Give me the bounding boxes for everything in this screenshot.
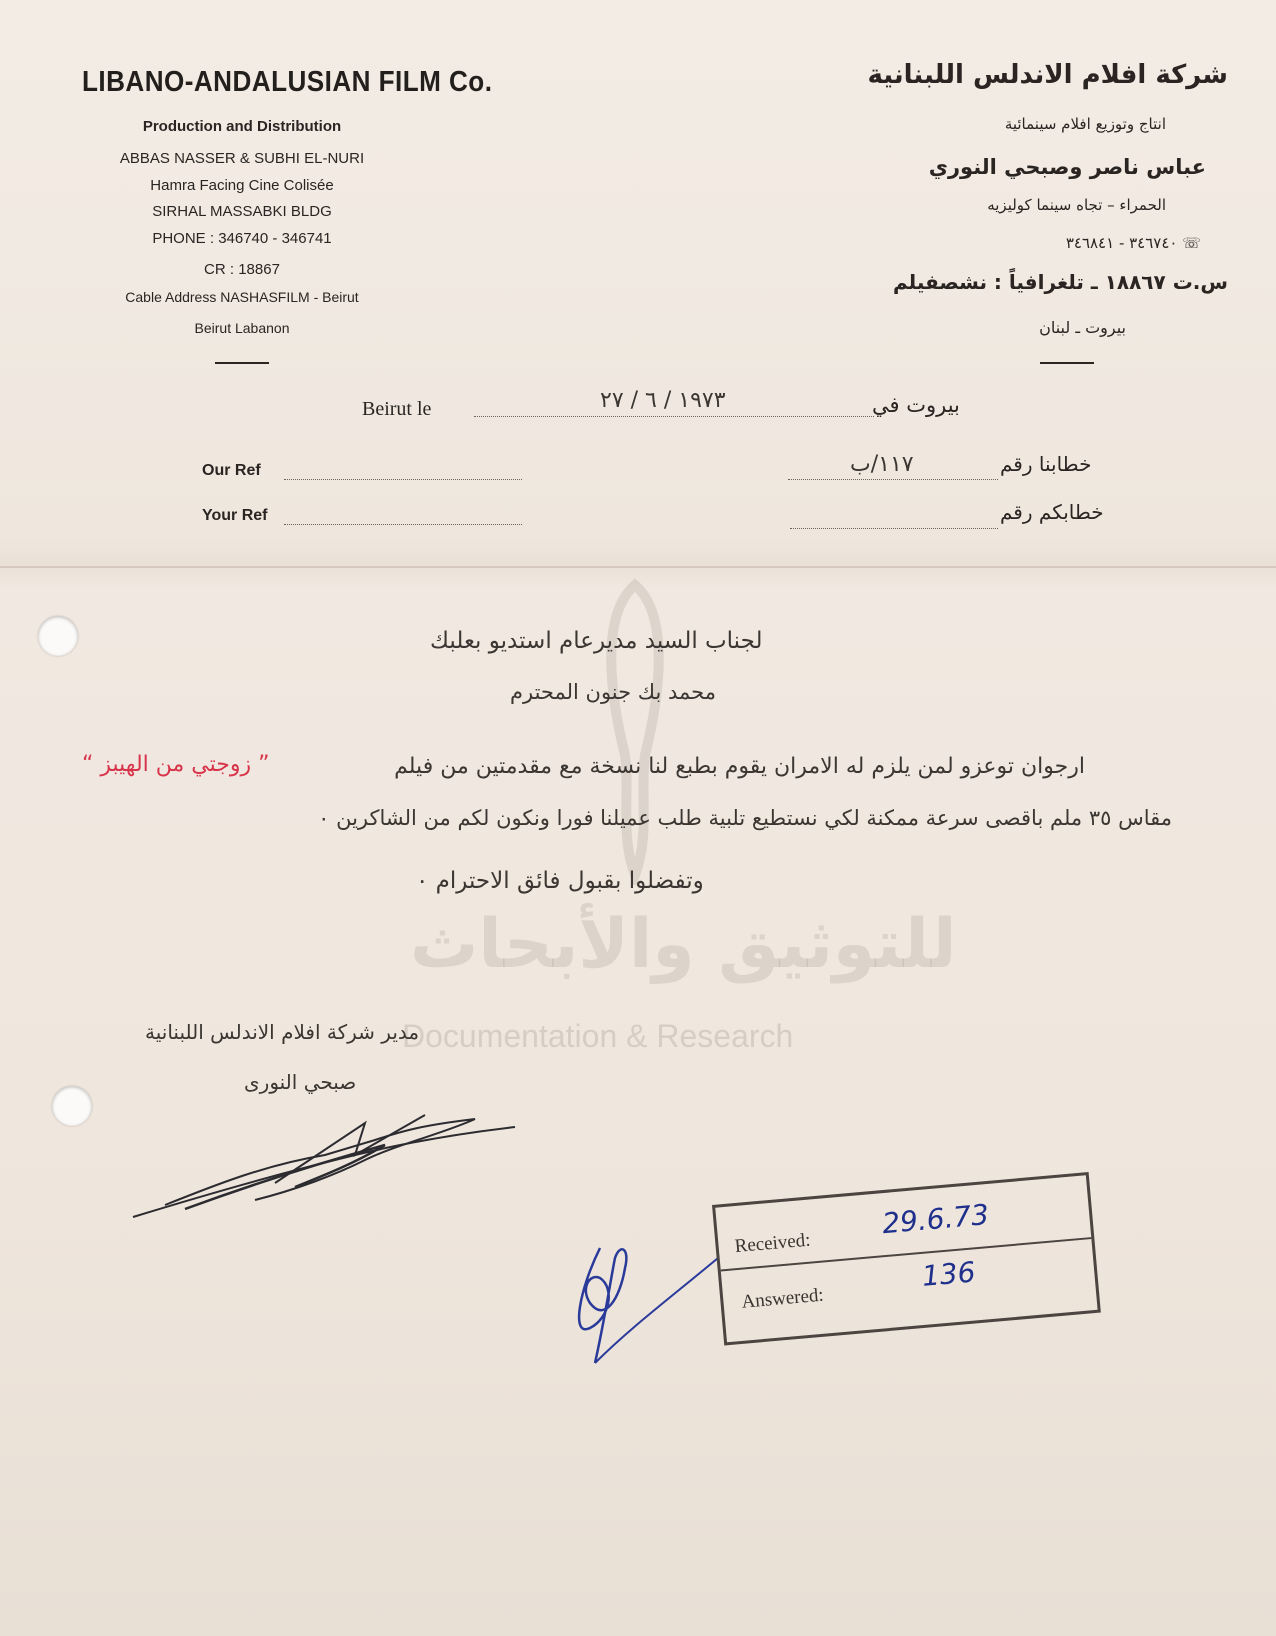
en-cr: CR : 18867 [204, 261, 280, 278]
ar-address: الحمراء – تجاه سينما كوليزيه [987, 196, 1166, 214]
body-line-2: مقاس ٣٥ ملم باقصى سرعة ممكنة لكي نستطيع تلبية طلب عميلنا فورا ونكون لكم من الشاكرين ٠ [318, 806, 1172, 830]
handwritten-signature [125, 1105, 525, 1225]
blue-initials [560, 1228, 720, 1373]
en-cable: Cable Address NASHASFILM - Beirut [125, 289, 359, 305]
ar-cr-cable: س.ت ١٨٨٦٧ ـ تلغرافياً : نشصفيلم [892, 270, 1228, 294]
received-date: 29.6.73 [880, 1197, 991, 1241]
en-address-2: SIRHAL MASSABKI BLDG [152, 203, 332, 220]
ar-our-ref-line [788, 479, 998, 480]
paper-fold [0, 566, 1276, 568]
en-address-1: Hamra Facing Cine Colisée [150, 177, 334, 194]
ar-tagline: انتاج وتوزيع افلام سينمائية [1004, 115, 1166, 133]
ar-divider [1040, 362, 1094, 364]
ar-our-ref-value: ١١٧/ب [850, 452, 914, 477]
body-line-1: ارجوان توعزو لمن يلزم له الامران يقوم بطبع لنا نسخة مع مقدمتين من فيلم [394, 754, 1085, 779]
date-label-ar: بيروت في [872, 393, 960, 417]
our-ref-label: Our Ref [202, 462, 261, 479]
date-label-en: Beirut le [362, 398, 432, 420]
ar-your-ref-line [790, 528, 998, 529]
punch-hole [38, 616, 78, 656]
watermark-english: Documentation & Research [402, 1018, 794, 1054]
company-name-ar: شركة افلام الاندلس اللبنانية [867, 60, 1228, 90]
en-divider [215, 362, 269, 364]
signature-name: صبحي النورى [244, 1070, 357, 1094]
en-phone: PHONE : 346740 - 346741 [152, 230, 332, 247]
punch-hole [52, 1086, 92, 1126]
en-city: Beirut Labanon [194, 320, 290, 336]
your-ref-label: Your Ref [202, 507, 268, 524]
signature-title: مدير شركة افلام الاندلس اللبنانية [145, 1020, 420, 1044]
answered-label: Answered: [740, 1284, 825, 1313]
company-name-en: LIBANO-ANDALUSIAN FILM Co. [82, 66, 493, 98]
ar-city: بيروت ـ لبنان [1039, 318, 1126, 337]
en-owners: ABBAS NASSER & SUBHI EL-NURI [119, 150, 365, 167]
your-ref-line [284, 524, 522, 525]
date-dotted-line [474, 416, 874, 417]
received-label: Received: [733, 1229, 812, 1258]
film-title: ” زوجتي من الهيبز “ [82, 752, 270, 777]
watermark-logo [570, 575, 700, 885]
addressee-line-1: لجناب السيد مديرعام استديو بعلبك [430, 628, 763, 654]
our-ref-line [284, 479, 522, 480]
ar-phone: ☏ ٣٤٦٧٤٠ - ٣٤٦٨٤١ [1065, 234, 1201, 252]
answered-value: 136 [920, 1255, 977, 1293]
date-value: ١٩٧٣ / ٦ / ٢٧ [600, 388, 726, 413]
ar-your-ref-label: خطابكم رقم [1000, 500, 1104, 524]
en-tagline: Production and Distribution [142, 118, 342, 135]
addressee-line-2: محمد بك جنون المحترم [510, 680, 716, 704]
ar-our-ref-label: خطابنا رقم [1000, 452, 1092, 476]
closing-line: وتفضلوا بقبول فائق الاحترام ٠ [416, 868, 704, 894]
watermark-arabic: للتوثيق والأبحاث [410, 905, 957, 984]
ar-owners: عباس ناصر وصبحي النوري [928, 155, 1206, 179]
